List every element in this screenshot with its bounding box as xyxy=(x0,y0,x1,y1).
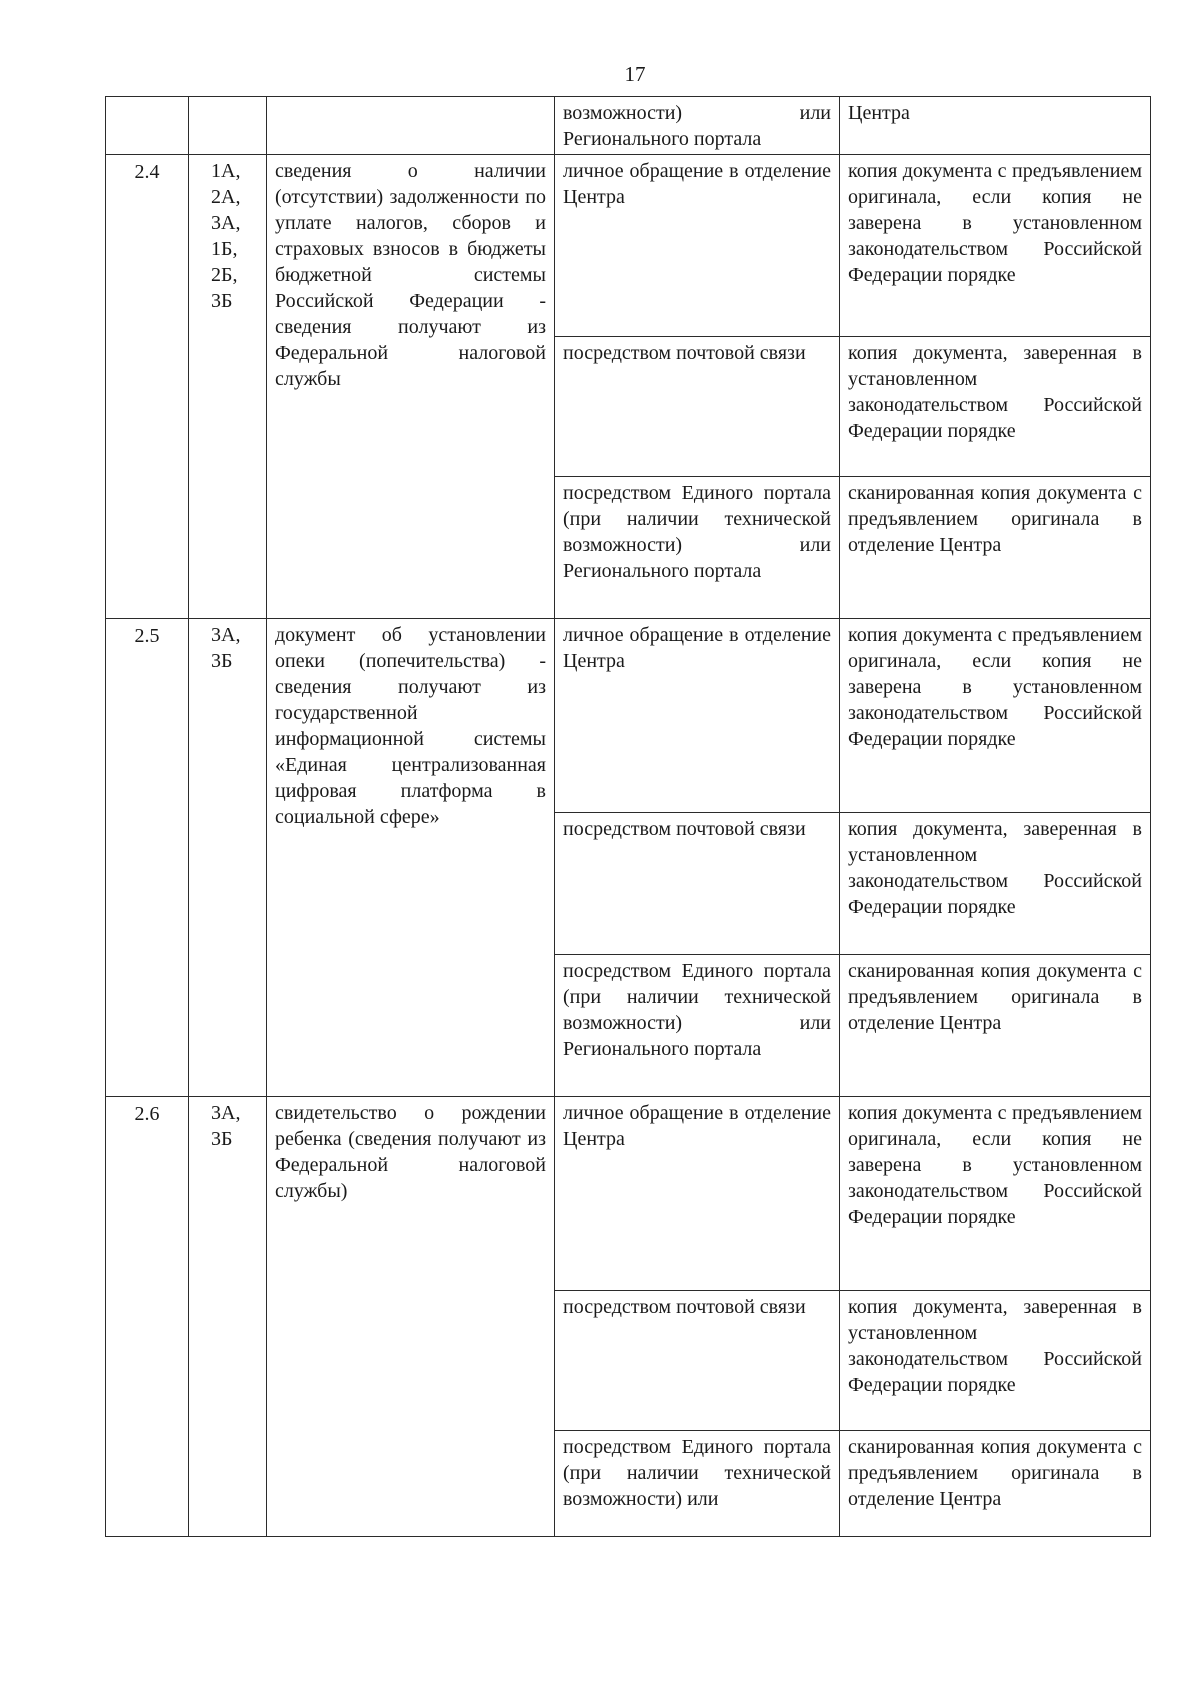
method-cell xyxy=(555,813,840,955)
row-number: 2.5 xyxy=(106,619,189,1097)
method-cell xyxy=(555,1431,840,1537)
continuation-category-cell xyxy=(189,97,267,155)
method-cell xyxy=(555,619,840,813)
form-cell xyxy=(840,955,1151,1097)
form-cell xyxy=(840,1097,1151,1291)
continuation-document-cell xyxy=(267,97,555,155)
continuation-method-cell xyxy=(555,97,840,155)
form-text: сканированная копия документа с предъявлением оригинала в отделение Центра xyxy=(848,960,1142,1034)
form-text: копия документа с предъявлением оригинала, если копия не заверена в установленном законодательством Российской Федерации порядке xyxy=(848,160,1142,286)
method-cell xyxy=(555,155,840,337)
row-document: свидетельство о рождении ребенка (сведения получают из Федеральной налоговой службы) xyxy=(267,1097,555,1537)
continuation-num-cell xyxy=(106,97,189,155)
continuation-form-cell xyxy=(840,97,1151,155)
table-row xyxy=(106,619,1151,813)
form-cell xyxy=(840,337,1151,477)
row-document: сведения о наличии (отсутствии) задолженности по уплате налогов, сборов и страховых взносов в бюджеты бюджетной системы Российской Федерации - сведения получают из Федеральной налоговой службы xyxy=(267,155,555,619)
form-cell xyxy=(840,477,1151,619)
method-text: личное обращение в отделение Центра xyxy=(563,160,831,208)
row-number: 2.6 xyxy=(106,1097,189,1537)
form-cell xyxy=(840,155,1151,337)
method-text: посредством Единого портала (при наличии технической возможности) или Регионального портала xyxy=(563,960,831,1060)
method-text: посредством почтовой связи xyxy=(563,342,806,364)
row-document: документ об установлении опеки (попечительства) - сведения получают из государственной информационной системы «Единая централизованная цифровая платформа в социальной сфере» xyxy=(267,619,555,1097)
method-text: посредством Единого портала (при наличии технической возможности) или Регионального портала xyxy=(563,482,831,582)
form-text: сканированная копия документа с предъявлением оригинала в отделение Центра xyxy=(848,482,1142,556)
documents-table xyxy=(105,96,1151,1537)
page-number: 17 xyxy=(624,62,646,86)
row-categories: 1А, 2А, 3А, 1Б, 2Б, 3Б xyxy=(189,155,267,619)
form-cell xyxy=(840,619,1151,813)
table-row xyxy=(106,1097,1151,1291)
method-text: посредством почтовой связи xyxy=(563,818,806,840)
form-text: Центра xyxy=(848,102,910,124)
method-text: посредством Единого портала (при наличии технической возможности) или xyxy=(563,1436,831,1510)
method-cell xyxy=(555,477,840,619)
form-text: копия документа с предъявлением оригинала, если копия не заверена в установленном законодательством Российской Федерации порядке xyxy=(848,1102,1142,1228)
row-categories: 3А, 3Б xyxy=(189,619,267,1097)
form-cell xyxy=(840,813,1151,955)
method-text: посредством почтовой связи xyxy=(563,1296,806,1318)
row-categories: 3А, 3Б xyxy=(189,1097,267,1537)
form-text: копия документа, заверенная в установленном законодательством Российской Федерации порядке xyxy=(848,818,1142,918)
continuation-row xyxy=(106,97,1151,155)
method-text: личное обращение в отделение Центра xyxy=(563,1102,831,1150)
method-cell xyxy=(555,1291,840,1431)
form-text: сканированная копия документа с предъявлением оригинала в отделение Центра xyxy=(848,1436,1142,1510)
form-text: копия документа, заверенная в установленном законодательством Российской Федерации порядке xyxy=(848,1296,1142,1396)
form-cell xyxy=(840,1291,1151,1431)
form-cell xyxy=(840,1431,1151,1537)
form-text: копия документа с предъявлением оригинала, если копия не заверена в установленном законодательством Российской Федерации порядке xyxy=(848,624,1142,750)
method-text: личное обращение в отделение Центра xyxy=(563,624,831,672)
table-row xyxy=(106,155,1151,337)
method-cell xyxy=(555,955,840,1097)
form-text: копия документа, заверенная в установленном законодательством Российской Федерации порядке xyxy=(848,342,1142,442)
method-cell xyxy=(555,337,840,477)
row-number: 2.4 xyxy=(106,155,189,619)
method-cell xyxy=(555,1097,840,1291)
method-text: возможности) или Регионального портала xyxy=(563,102,831,150)
